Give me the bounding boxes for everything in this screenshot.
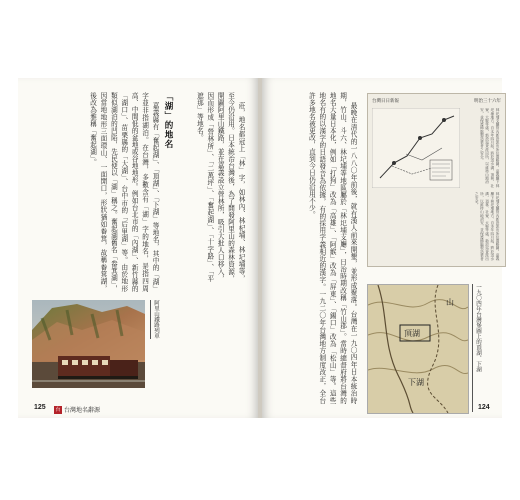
clipping-route-sketch: [372, 108, 460, 188]
clipping-header: [372, 98, 501, 106]
newspaper-clipping: [367, 93, 506, 267]
right-page-number: 124: [478, 404, 490, 411]
right-body-main: 最晚在清代的一八八〇年前後，就有漢人前來開墾，並形成聚落。台灣在一九〇四年日本統治時期，竹山、斗六、林圮埔等地區屬於「林圯埔支廳」，日治時期改稱「竹山郡」。當時總督府將台灣的地名大量日本化，例如「打狗」改為「高雄」、「阿緱」改為「屏東」、「錫口」改為「松山」等。這些地名有的以漢字的日語發音為依據，有的採用字義相近的漢字。一九二〇年台灣地方制度改正，全台許多地名被更改，直到今日仍沿用不少。: [307, 92, 357, 404]
train-photo: [32, 300, 145, 388]
clipping-bottom-text: 林圯埔支廳管內新設派出所位置略圖，嘉義廳下林圯埔地方，自本年四月起，將於清水溝、頂林、社寮、大鞍等處，新設巡查派出所，以維持山地治安，並保護樟腦製造業者之安全。: [475, 192, 500, 261]
map-label-mountain: 山: [446, 298, 454, 307]
left-body-intro: 莊，地名都冠上「林」字，如林內、林杞埔、林圮埔等，至今仍沿用。日本統治台灣後，為了開發阿里山的森林資源，開闢阿里山鐵路，並在嘉義設立營林所，吸引大批人口移入，因而形成「營林所」、「二萬坪」、「奮起湖」、「十字路」、「平遮那」等地名。: [195, 92, 245, 282]
photo-caption: 阿里山鐵路列車: [150, 300, 160, 339]
running-title-text: 台灣地名辭源: [64, 408, 101, 414]
left-body-main: 嘉義縣有「奮起湖」、「頂湖」、「下湖」等地名，其中的「湖」字並非指湖泊。在台灣，多數含有「湖」字的地名，是指四周高、中間低的盆地或谷地地形。例如台北市的「內湖」、新竹縣的「湖口」、苗栗縣的「大湖」、台中市的「后里湖」等。由於地形類似湖泊的凹陷，先民便以「湖」稱之。奮起湖舊名「畚箕湖」，因當地地形三面環山、一面開口，形狀猶如畚箕，故稱畚箕湖，後改為雅稱「奮起湖」。: [88, 92, 159, 292]
clipping-header-right: 明治三十六年: [474, 98, 501, 103]
map-caption: 一九〇四年台灣堡圖上的頂湖、下湖: [472, 284, 482, 412]
map-image: [368, 285, 468, 413]
left-page-number: 125: [34, 404, 46, 411]
train-photo-image: [32, 300, 145, 388]
left-running-title: [54, 405, 100, 414]
section-heading: 「湖」的地名: [163, 92, 173, 149]
map-label-dinghu: 頂湖: [404, 329, 420, 338]
book-logo-icon: 台: [55, 407, 61, 414]
map-label-xiahu: 下湖: [408, 378, 424, 387]
clipping-header-left: 台灣日日新報: [372, 98, 399, 103]
historical-map: [367, 284, 469, 414]
clipping-side-text: 林圯埔支廳管內新設派出所位置略圖，嘉義廳下林圯埔地方，自本年四月起，將於清水溝、頂林、社寮、大鞍等處，新設巡查派出所，以維持山地治安，並保護樟腦製造業者之安全。: [480, 108, 500, 188]
